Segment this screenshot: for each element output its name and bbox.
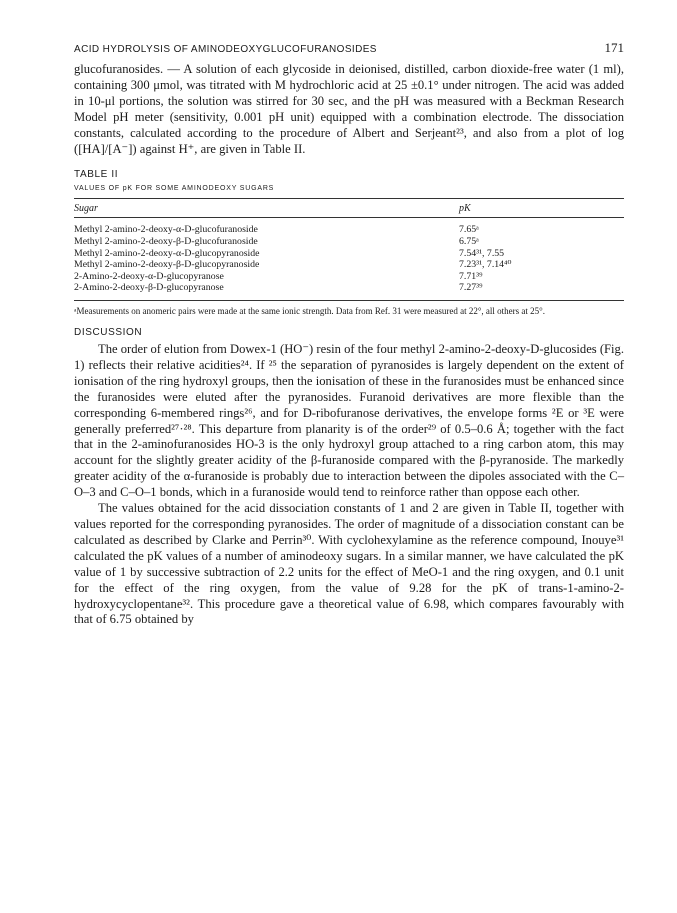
table-bottom-rule bbox=[74, 300, 624, 301]
table-cell-sugar: Methyl 2-amino-2-deoxy-β-D-glucofuranoside bbox=[74, 236, 258, 248]
table-header-row bbox=[74, 203, 624, 214]
table-row bbox=[74, 259, 624, 271]
table-cell-pk: 7.27³⁹ bbox=[459, 282, 483, 294]
table-cell-sugar: Methyl 2-amino-2-deoxy-α-D-glucofuranoside bbox=[74, 224, 258, 236]
intro-paragraph: glucofuranosides. — A solution of each glycoside in deionised, distilled, carbon dioxide-free water (1 ml), containing 300 μmol, was titrated with M hydrochloric acid at 25 ±0.1° under nitrogen. The acid was added in 10-μl portions, the solution was stirred for 30 sec, and the pH was measured with a Beckman Research Model pH meter (sensitivity, 0.001 pH unit) equipped with a combination electrode. The dissociation constants, calculated according to the procedure of Albert and Serjeant²³, and also from a plot of log ([HA]/[A⁻]) against H⁺, are given in Table II. bbox=[74, 62, 624, 156]
table-caption: VALUES OF pK FOR SOME AMINODEOXY SUGARS bbox=[74, 185, 275, 193]
table-cell-sugar: Methyl 2-amino-2-deoxy-α-D-glucopyranoside bbox=[74, 247, 260, 259]
table-cell-pk: 7.65ᵃ bbox=[459, 224, 479, 236]
table-body bbox=[74, 224, 624, 294]
table-row bbox=[74, 236, 624, 248]
table-label: TABLE II bbox=[74, 169, 119, 181]
section-heading: DISCUSSION bbox=[74, 327, 143, 338]
table-row bbox=[74, 224, 624, 236]
table-row bbox=[74, 282, 624, 294]
table-cell-pk: 6.75ᵃ bbox=[459, 236, 479, 248]
journal-page bbox=[74, 40, 624, 628]
running-head bbox=[74, 40, 624, 54]
table-cell-sugar: 2-Amino-2-deoxy-β-D-glucopyranose bbox=[74, 282, 224, 294]
running-head-title: ACID HYDROLYSIS OF AMINODEOXYGLUCOFURANOSIDES bbox=[74, 44, 377, 55]
table-header-pk: pK bbox=[459, 203, 471, 215]
page-number: 171 bbox=[604, 40, 624, 55]
table-footnote: ᵃMeasurements on anomeric pairs were made at the same ionic strength. Data from Ref. 31 were measured at 22°, all others at 25°. bbox=[74, 306, 545, 316]
table-cell-pk: 7.54³¹, 7.55 bbox=[459, 247, 505, 259]
table-cell-sugar: 2-Amino-2-deoxy-α-D-glucopyranose bbox=[74, 270, 224, 282]
discussion-paragraph-1: The order of elution from Dowex-1 (HO⁻) resin of the four methyl 2-amino-2-deoxy-D-glucosides (Fig. 1) reflects their relative acidities²⁴. If ²⁵ the separation of pyranosides is largely dependent on the extent of ionisation of the ring hydroxyl groups, then the ionisation of these in the furanosides must be enhanced since the furanosides were eluted after the pyranosides. Furanoid derivatives are more flexible than the corresponding 6-membered rings²⁶, and for D-ribofuranose derivatives, the envelope forms ²E or ³E were generally preferred²⁷·²⁸. This departure from planarity is of the order²⁹ of 0.5–0.6 Å; together with the fact that in the 2-aminofuranosides HO-3 is the only hydroxyl group attached to a ring carbon atom, this may account for the slightly greater acidity of the β-furanoside compared with the β-pyranoside. The markedly greater acidity of the α-furanoside is probably due to interaction between the dipoles associated with the C–O–3 and C–O–1 bonds, which in a furanoside would tend to reinforce rather than oppose each other. bbox=[74, 342, 624, 500]
table-row bbox=[74, 248, 624, 260]
table-cell-pk: 7.23³¹, 7.14⁴⁰ bbox=[459, 259, 512, 271]
table-top-rule bbox=[74, 198, 624, 199]
table-cell-sugar: Methyl 2-amino-2-deoxy-β-D-glucopyranoside bbox=[74, 259, 260, 271]
table-row bbox=[74, 271, 624, 283]
table-header-sugar: Sugar bbox=[74, 203, 98, 215]
discussion-paragraph-2: The values obtained for the acid dissociation constants of 1 and 2 are given in Table II, together with values reported for the corresponding pyranosides. The order of magnitude of a dissociation constant can be calculated as described by Clarke and Perrin³⁰. With cyclohexylamine as the reference compound, Inouye³¹ calculated the pK values of a number of aminodeoxy sugars. In a similar manner, we have calculated the pK value of 1 by successive subtraction of 2.2 units for the effect of MeO-1 and the ring oxygen, and 0.1 unit for the effect of the ring oxygen, from the value of 9.28 for the pK of trans-1-amino-2-hydroxycyclopentane³². This procedure gave a theoretical value of 6.98, which compares favourably with that of 6.75 obtained by bbox=[74, 501, 624, 627]
table-header-rule bbox=[74, 217, 624, 218]
table-cell-pk: 7.71³⁹ bbox=[459, 270, 483, 282]
